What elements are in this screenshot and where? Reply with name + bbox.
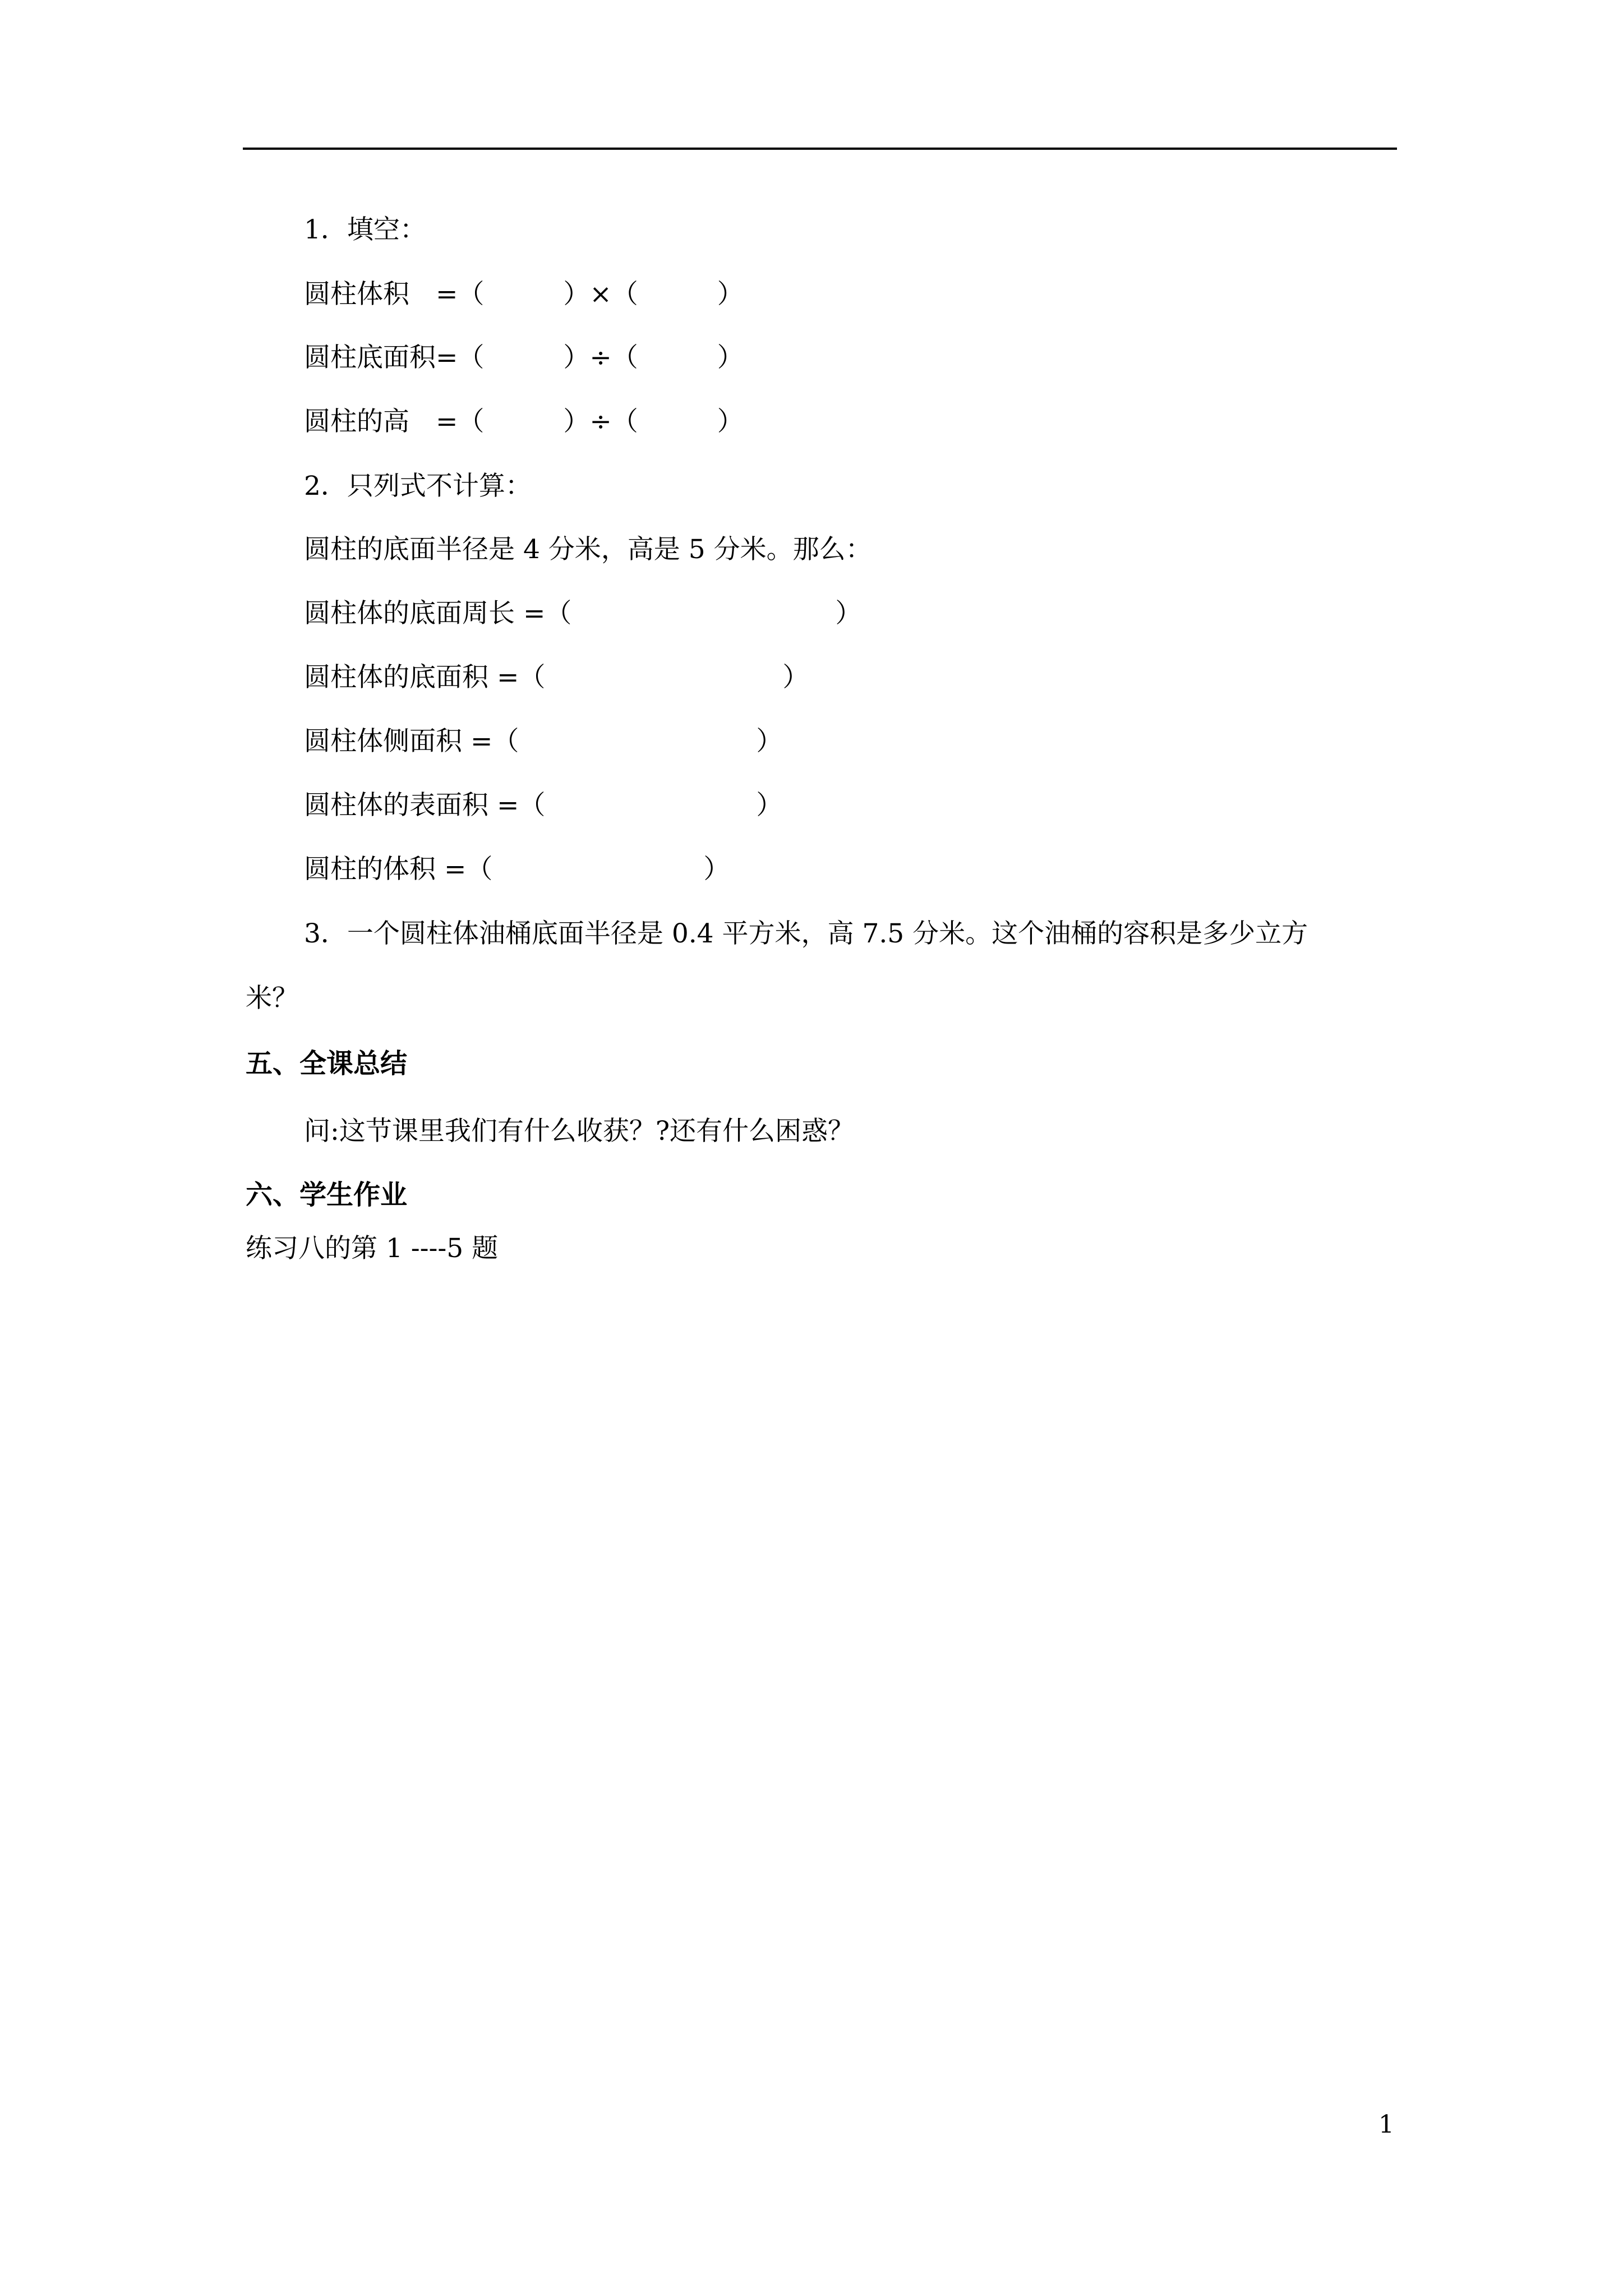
fill-blank-title: 1．填空：	[304, 214, 426, 245]
problem3-line1: 3．一个圆柱体油桶底面半径是 0.4 平方米，高 7.5 分米。这个油桶的容积是多少立方	[304, 918, 1308, 949]
formula-intro: 圆柱的底面半径是 4 分米，高是 5 分米。那么：	[304, 534, 872, 565]
page-number: 1	[1378, 2110, 1394, 2139]
circumference-formula: 圆柱体的底面周长 =（ ）	[304, 598, 862, 629]
summary-question: 问:这节课里我们有什么收获？?还有什么困惑？	[304, 1116, 855, 1147]
height-blank-formula: 圆柱的高 =（ ）÷（ ）	[304, 406, 744, 437]
homework-heading: 六、学生作业	[246, 1179, 408, 1211]
summary-heading: 五、全课总结	[246, 1048, 408, 1079]
base-area-blank-formula: 圆柱底面积=（ ）÷（ ）	[304, 342, 744, 373]
formula-section-title: 2．只列式不计算：	[304, 471, 532, 501]
lateral-area-formula: 圆柱体侧面积 =（ ）	[304, 726, 783, 757]
problem3-line2: 米？	[246, 983, 298, 1014]
base-area-formula: 圆柱体的底面积 =（ ）	[304, 662, 809, 693]
header-rule	[243, 148, 1397, 150]
volume-formula: 圆柱的体积 =（ ）	[304, 854, 730, 885]
volume-blank-formula: 圆柱体积 =（ ）×（ ）	[304, 279, 744, 310]
homework-text: 练习八的第 1 ----5 题	[246, 1233, 499, 1264]
surface-area-formula: 圆柱体的表面积 =（ ）	[304, 790, 783, 821]
